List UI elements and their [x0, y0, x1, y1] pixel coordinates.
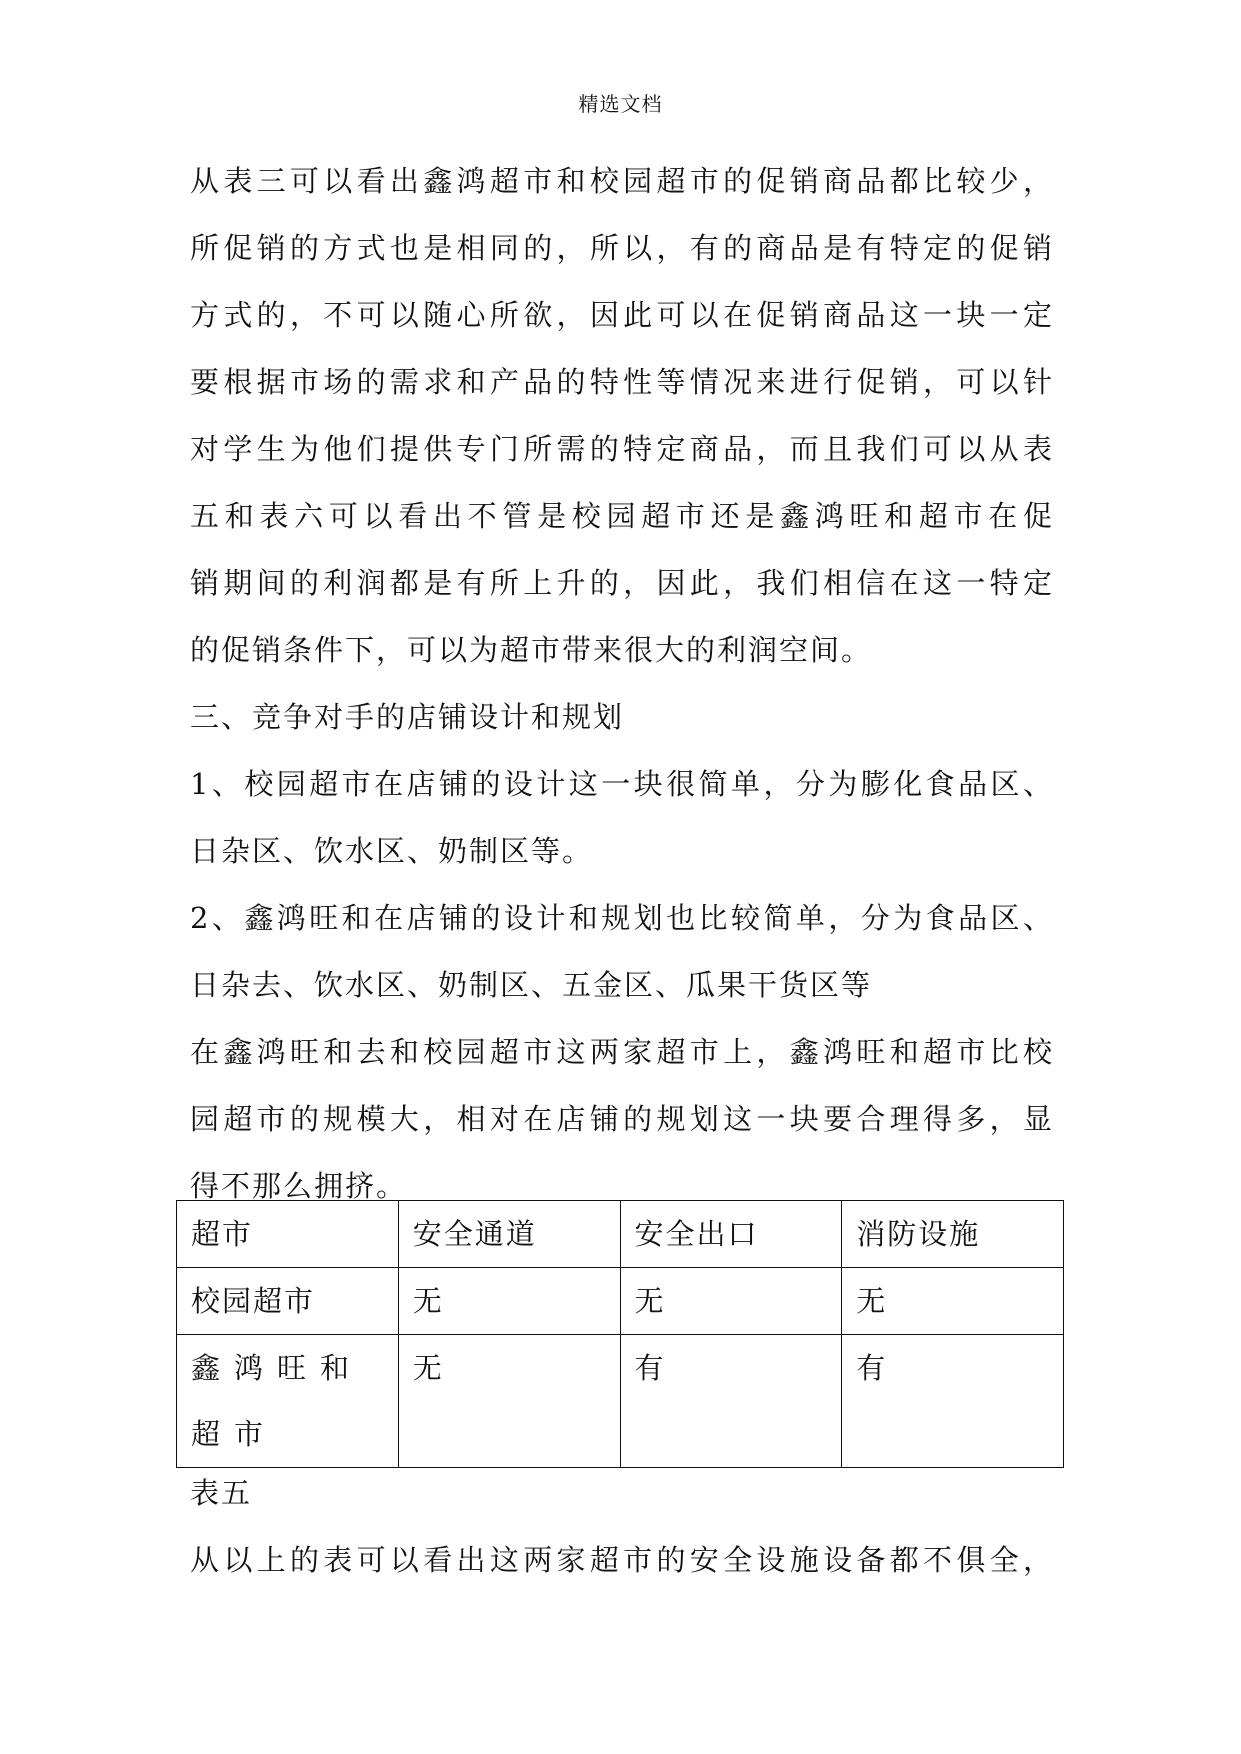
paragraph-line: 从表三可以看出鑫鸿超市和校园超市的促销商品都比较少，	[190, 164, 1052, 198]
body-text-top	[190, 148, 1052, 1220]
table-cell: 有	[620, 1335, 842, 1468]
paragraph-line: 五和表六可以看出不管是校园超市还是鑫鸿旺和超市在促	[190, 499, 1052, 533]
table-row	[177, 1335, 1064, 1468]
list-item-line: 日杂区、饮水区、奶制区等。	[190, 834, 594, 868]
closing-line: 从以上的表可以看出这两家超市的安全设施设备都不俱全，	[190, 1543, 1052, 1577]
table-cell: 有	[842, 1335, 1064, 1468]
paragraph-line: 的促销条件下，可以为超市带来很大的利润空间。	[190, 633, 873, 667]
list-item-line: 1、校园超市在店铺的设计这一块很简单，分为膨化食品区、	[190, 767, 1052, 801]
safety-table	[176, 1200, 1064, 1468]
list-item-line: 2、鑫鸿旺和在店铺的设计和规划也比较简单，分为食品区、	[190, 901, 1052, 935]
paragraph-line: 方式的，不可以随心所欲，因此可以在促销商品这一块一定	[190, 298, 1052, 332]
table-cell: 校园超市	[177, 1268, 399, 1335]
paragraph-line: 要根据市场的需求和产品的特性等情况来进行促销，可以针	[190, 365, 1052, 399]
section-heading: 三、竞争对手的店铺设计和规划	[190, 700, 625, 734]
table-header-row	[177, 1201, 1064, 1268]
table-header-cell: 安全通道	[398, 1201, 620, 1268]
table-header-cell: 消防设施	[842, 1201, 1064, 1268]
table-row	[177, 1268, 1064, 1335]
closing-block	[190, 1527, 1052, 1594]
comparison-line: 得不那么拥挤。	[190, 1169, 408, 1203]
paragraph-line: 对学生为他们提供专门所需的特定商品，而且我们可以从表	[190, 432, 1052, 466]
comparison-line: 在鑫鸿旺和去和校园超市这两家超市上，鑫鸿旺和超市比校	[190, 1035, 1052, 1069]
page-header: 精选文档	[578, 92, 663, 116]
comparison-line: 园超市的规模大，相对在店铺的规划这一块要合理得多，显	[190, 1102, 1052, 1136]
table-cell: 鑫鸿旺和超市	[177, 1335, 399, 1468]
table-cell: 无	[620, 1268, 842, 1335]
table-cell: 无	[398, 1335, 620, 1468]
table-caption-block	[190, 1460, 1052, 1527]
safety-table-wrapper	[176, 1200, 1064, 1468]
paragraph-line: 销期间的利润都是有所上升的，因此，我们相信在这一特定	[190, 566, 1052, 600]
table-cell: 无	[398, 1268, 620, 1335]
list-item-line: 日杂去、饮水区、奶制区、五金区、瓜果干货区等	[190, 968, 873, 1002]
table-cell: 无	[842, 1268, 1064, 1335]
table-caption: 表五	[190, 1476, 253, 1510]
table-header-cell: 超市	[177, 1201, 399, 1268]
paragraph-line: 所促销的方式也是相同的，所以，有的商品是有特定的促销	[190, 231, 1052, 265]
table-header-cell: 安全出口	[620, 1201, 842, 1268]
